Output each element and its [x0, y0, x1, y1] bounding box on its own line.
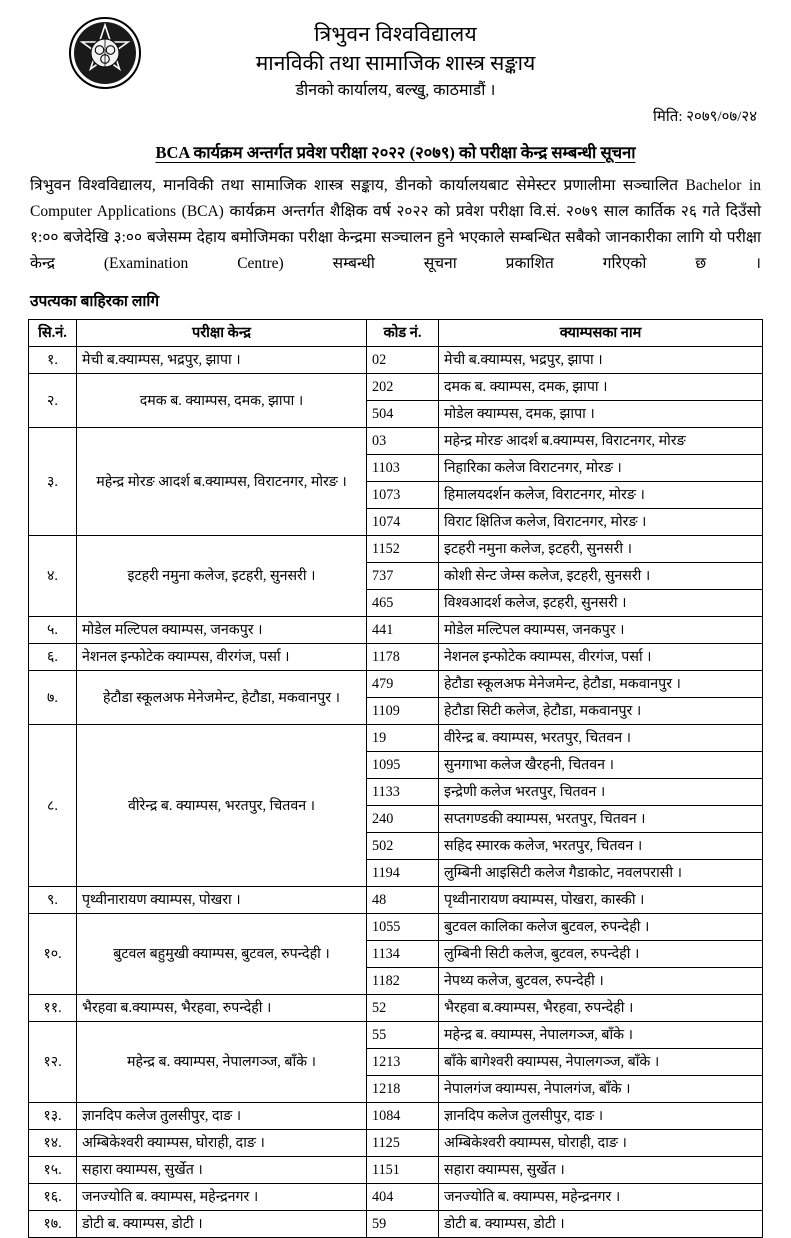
- cell-code: 1218: [367, 1076, 439, 1103]
- cell-exam-centre: वीरेन्द्र ब. क्याम्पस, भरतपुर, चितवन ।: [77, 725, 367, 887]
- cell-exam-centre: हेटौडा स्कूलअफ मेनेजमेन्ट, हेटौडा, मकवानपुर ।: [77, 671, 367, 725]
- cell-serial-number: १४.: [29, 1130, 77, 1157]
- cell-campus-name: मोडेल मल्टिपल क्याम्पस, जनकपुर ।: [439, 617, 763, 644]
- cell-campus-name: महेन्द्र मोरङ आदर्श ब.क्याम्पस, विराटनगर, मोरङ: [439, 428, 763, 455]
- cell-campus-name: लुम्बिनी सिटी कलेज, बुटवल, रुपन्देही ।: [439, 941, 763, 968]
- cell-code: 404: [367, 1184, 439, 1211]
- cell-code: 1194: [367, 860, 439, 887]
- cell-code: 1134: [367, 941, 439, 968]
- cell-campus-name: सुनगाभा कलेज खैरहनी, चितवन ।: [439, 752, 763, 779]
- cell-code: 1073: [367, 482, 439, 509]
- office-name: डीनको कार्यालय, बल्खु, काठमाडौं ।: [295, 82, 496, 99]
- cell-campus-name: मोडेल क्याम्पस, दमक, झापा ।: [439, 401, 763, 428]
- table-row: [29, 536, 763, 563]
- cell-campus-name: लुम्बिनी आइसिटी कलेज गैडाकोट, नवलपरासी ।: [439, 860, 763, 887]
- cell-serial-number: १०.: [29, 914, 77, 995]
- table-row: [29, 1157, 763, 1184]
- cell-serial-number: ९.: [29, 887, 77, 914]
- notice-date: मिति: २०७९/०७/२४: [653, 109, 757, 125]
- cell-code: 03: [367, 428, 439, 455]
- cell-code: 59: [367, 1211, 439, 1238]
- cell-campus-name: विराट क्षितिज कलेज, विराटनगर, मोरङ ।: [439, 509, 763, 536]
- cell-code: 1055: [367, 914, 439, 941]
- cell-serial-number: ८.: [29, 725, 77, 887]
- table-row: [29, 914, 763, 941]
- table-row: [29, 725, 763, 752]
- cell-code: 737: [367, 563, 439, 590]
- cell-serial-number: १६.: [29, 1184, 77, 1211]
- column-header-campus: क्याम्पसका नाम: [439, 320, 763, 347]
- cell-campus-name: नेशनल इन्फोटेक क्याम्पस, वीरगंज, पर्सा ।: [439, 644, 763, 671]
- cell-exam-centre: मोडेल मल्टिपल क्याम्पस, जनकपुर ।: [77, 617, 367, 644]
- cell-campus-name: महेन्द्र ब. क्याम्पस, नेपालगञ्ज, बाँके ।: [439, 1022, 763, 1049]
- cell-campus-name: सहिद स्मारक कलेज, भरतपुर, चितवन ।: [439, 833, 763, 860]
- cell-serial-number: ३.: [29, 428, 77, 536]
- cell-campus-name: हेटौडा सिटी कलेज, हेटौडा, मकवानपुर ।: [439, 698, 763, 725]
- cell-code: 1182: [367, 968, 439, 995]
- cell-code: 1103: [367, 455, 439, 482]
- cell-code: 1151: [367, 1157, 439, 1184]
- exam-centres-table: [28, 319, 763, 1238]
- faculty-name: मानविकी तथा सामाजिक शास्त्र सङ्काय: [255, 51, 536, 75]
- notice-paragraph: त्रिभुवन विश्वविद्यालय, मानविकी तथा सामाजिक शास्त्र सङ्काय, डीनको कार्यालयबाट सेमेस्टर प्रणालीमा सञ्चालित Bachelor in Computer Applications (BCA) कार्यक्रम अन्तर्गत शैक्षिक वर्ष २०२२ को प्रवेश परीक्षा वि.सं. २०७९ साल कार्तिक २६ गते दिउँसो १:०० बजेदेखि ३:०० बजेसम्म देहाय बमोजिमका परीक्षा केन्द्रमा सञ्चालन हुने भएकाले सम्बन्धित सबैको जानकारीका लागि यो परीक्षा केन्द्र (Examination Centre) सम्बन्धी सूचना प्रकाशित गरिएको छ ।: [30, 177, 761, 272]
- column-header-centre: परीक्षा केन्द्र: [77, 320, 367, 347]
- cell-campus-name: निहारिका कलेज विराटनगर, मोरङ ।: [439, 455, 763, 482]
- cell-campus-name: जनज्योति ब. क्याम्पस, महेन्द्रनगर ।: [439, 1184, 763, 1211]
- cell-campus-name: हेटौडा स्कूलअफ मेनेजमेन्ट, हेटौडा, मकवानपुर ।: [439, 671, 763, 698]
- cell-code: 441: [367, 617, 439, 644]
- cell-code: 1095: [367, 752, 439, 779]
- cell-code: 465: [367, 590, 439, 617]
- cell-campus-name: पृथ्वीनारायण क्याम्पस, पोखरा, कास्की ।: [439, 887, 763, 914]
- cell-campus-name: ज्ञानदिप कलेज तुलसीपुर, दाङ ।: [439, 1103, 763, 1130]
- cell-serial-number: १२.: [29, 1022, 77, 1103]
- table-row: [29, 1022, 763, 1049]
- cell-exam-centre: जनज्योति ब. क्याम्पस, महेन्द्रनगर ।: [77, 1184, 367, 1211]
- cell-exam-centre: भैरहवा ब.क्याम्पस, भैरहवा, रुपन्देही ।: [77, 995, 367, 1022]
- cell-serial-number: १७.: [29, 1211, 77, 1238]
- column-header-sn: सि.नं.: [29, 320, 77, 347]
- cell-code: 1152: [367, 536, 439, 563]
- tribhuvan-university-logo-icon: [68, 16, 142, 90]
- table-row: [29, 374, 763, 401]
- column-header-code: कोड नं.: [367, 320, 439, 347]
- cell-campus-name: अम्बिकेश्वरी क्याम्पस, घोराही, दाङ ।: [439, 1130, 763, 1157]
- cell-exam-centre: बुटवल बहुमुखी क्याम्पस, बुटवल, रुपन्देही ।: [77, 914, 367, 995]
- cell-exam-centre: दमक ब. क्याम्पस, दमक, झापा ।: [77, 374, 367, 428]
- cell-code: 1178: [367, 644, 439, 671]
- table-row: [29, 1103, 763, 1130]
- document-header: [28, 14, 763, 126]
- cell-campus-name: भैरहवा ब.क्याम्पस, भैरहवा, रुपन्देही ।: [439, 995, 763, 1022]
- table-header-row: [29, 320, 763, 347]
- cell-code: 48: [367, 887, 439, 914]
- cell-code: 1133: [367, 779, 439, 806]
- cell-campus-name: मेची ब.क्याम्पस, भद्रपुर, झापा ।: [439, 347, 763, 374]
- cell-exam-centre: ज्ञानदिप कलेज तुलसीपुर, दाङ ।: [77, 1103, 367, 1130]
- cell-code: 504: [367, 401, 439, 428]
- cell-campus-name: इन्द्रेणी कलेज भरतपुर, चितवन ।: [439, 779, 763, 806]
- cell-exam-centre: महेन्द्र मोरङ आदर्श ब.क्याम्पस, विराटनगर, मोरङ ।: [77, 428, 367, 536]
- cell-campus-name: दमक ब. क्याम्पस, दमक, झापा ।: [439, 374, 763, 401]
- cell-serial-number: ५.: [29, 617, 77, 644]
- table-row: [29, 887, 763, 914]
- cell-code: 202: [367, 374, 439, 401]
- table-row: [29, 995, 763, 1022]
- cell-serial-number: १.: [29, 347, 77, 374]
- table-row: [29, 617, 763, 644]
- cell-campus-name: बुटवल कालिका कलेज बुटवल, रुपन्देही ।: [439, 914, 763, 941]
- cell-serial-number: ४.: [29, 536, 77, 617]
- cell-campus-name: बाँके बागेश्वरी क्याम्पस, नेपालगञ्ज, बाँके ।: [439, 1049, 763, 1076]
- table-row: [29, 428, 763, 455]
- cell-serial-number: ७.: [29, 671, 77, 725]
- university-name: त्रिभुवन विश्वविद्यालय: [314, 22, 477, 46]
- table-row: [29, 1130, 763, 1157]
- cell-campus-name: हिमालयदर्शन कलेज, विराटनगर, मोरङ ।: [439, 482, 763, 509]
- table-row: [29, 1184, 763, 1211]
- cell-serial-number: ११.: [29, 995, 77, 1022]
- cell-code: 1109: [367, 698, 439, 725]
- cell-serial-number: १३.: [29, 1103, 77, 1130]
- cell-campus-name: सप्तगण्डकी क्याम्पस, भरतपुर, चितवन ।: [439, 806, 763, 833]
- cell-campus-name: विश्वआदर्श कलेज, इटहरी, सुनसरी ।: [439, 590, 763, 617]
- cell-exam-centre: नेशनल इन्फोटेक क्याम्पस, वीरगंज, पर्सा ।: [77, 644, 367, 671]
- cell-exam-centre: अम्बिकेश्वरी क्याम्पस, घोराही, दाङ ।: [77, 1130, 367, 1157]
- cell-code: 02: [367, 347, 439, 374]
- cell-exam-centre: महेन्द्र ब. क्याम्पस, नेपालगञ्ज, बाँके ।: [77, 1022, 367, 1103]
- table-row: [29, 671, 763, 698]
- cell-code: 240: [367, 806, 439, 833]
- cell-campus-name: कोशी सेन्ट जेम्स कलेज, इटहरी, सुनसरी ।: [439, 563, 763, 590]
- cell-exam-centre: मेची ब.क्याम्पस, भद्रपुर, झापा ।: [77, 347, 367, 374]
- cell-campus-name: वीरेन्द्र ब. क्याम्पस, भरतपुर, चितवन ।: [439, 725, 763, 752]
- table-row: [29, 347, 763, 374]
- section-subheading: उपत्यका बाहिरका लागि: [30, 293, 160, 310]
- cell-campus-name: नेपालगंज क्याम्पस, नेपालगंज, बाँके ।: [439, 1076, 763, 1103]
- cell-code: 52: [367, 995, 439, 1022]
- cell-exam-centre: पृथ्वीनारायण क्याम्पस, पोखरा ।: [77, 887, 367, 914]
- cell-serial-number: २.: [29, 374, 77, 428]
- cell-code: 55: [367, 1022, 439, 1049]
- cell-campus-name: डोटी ब. क्याम्पस, डोटी ।: [439, 1211, 763, 1238]
- cell-code: 502: [367, 833, 439, 860]
- cell-code: 479: [367, 671, 439, 698]
- cell-code: 1074: [367, 509, 439, 536]
- cell-serial-number: ६.: [29, 644, 77, 671]
- cell-code: 1125: [367, 1130, 439, 1157]
- cell-campus-name: इटहरी नमुना कलेज, इटहरी, सुनसरी ।: [439, 536, 763, 563]
- cell-exam-centre: सहारा क्याम्पस, सुर्खेत ।: [77, 1157, 367, 1184]
- cell-serial-number: १५.: [29, 1157, 77, 1184]
- table-row: [29, 644, 763, 671]
- cell-code: 1084: [367, 1103, 439, 1130]
- cell-code: 1213: [367, 1049, 439, 1076]
- cell-campus-name: सहारा क्याम्पस, सुर्खेत ।: [439, 1157, 763, 1184]
- cell-code: 19: [367, 725, 439, 752]
- cell-exam-centre: इटहरी नमुना कलेज, इटहरी, सुनसरी ।: [77, 536, 367, 617]
- cell-exam-centre: डोटी ब. क्याम्पस, डोटी ।: [77, 1211, 367, 1238]
- page-title: BCA कार्यक्रम अन्तर्गत प्रवेश परीक्षा २०२२ (२०७९) को परीक्षा केन्द्र सम्बन्धी सूचना: [155, 143, 636, 162]
- cell-campus-name: नेपथ्य कलेज, बुटवल, रुपन्देही ।: [439, 968, 763, 995]
- table-row: [29, 1211, 763, 1238]
